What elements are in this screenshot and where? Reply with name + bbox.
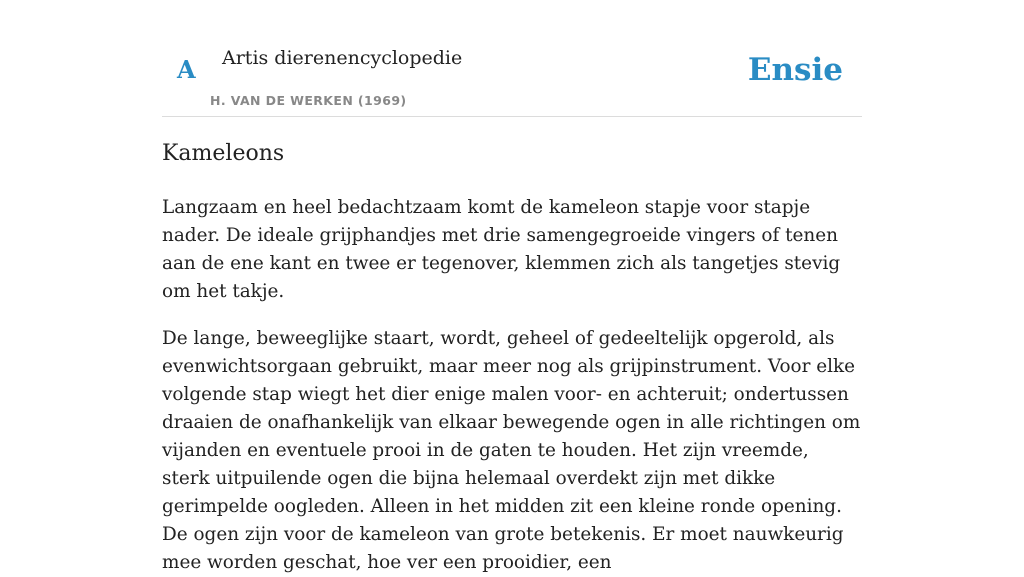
author-label: H. VAN DE WERKEN (1969) <box>210 93 407 108</box>
article <box>162 138 862 577</box>
article-title: Kameleons <box>162 141 285 166</box>
article-paragraph: Langzaam en heel bedachtzaam komt de kameleon stapje voor stapje nader. De ideale grijphandjes met drie samengegroeide vingers of tenen aan de ene kant en twee er tegenover, klemmen zich als tangetjes stevig om het takje. <box>162 197 841 302</box>
article-paragraph: De lange, beweeglijke staart, wordt, geheel of gedeeltelijk opgerold, als evenwichtsorgaan gebruikt, maar meer nog als grijpinstrument. Voor elke volgende stap wiegt het dier enige malen voor- en achteruit; ondertussen draaien de onafhankelijk van elkaar bewegende ogen in alle richtingen om vijanden en eventuele prooi in de gaten te houden. Het zijn vreemde, sterk uitpuilende ogen die bijna helemaal overdekt zijn met dikke gerimpelde oogleden. Alleen in het midden zit een kleine ronde opening. De ogen zijn voor de kameleon van grote betekenis. Er moet nauwkeurig mee worden geschat, hoe ver een prooidier, een <box>162 328 861 573</box>
letter-badge[interactable]: A <box>177 55 196 84</box>
brand-logo-link[interactable]: Ensie <box>747 52 843 88</box>
book-title[interactable]: Artis dierenencyclopedie <box>222 47 463 69</box>
header <box>162 0 862 117</box>
